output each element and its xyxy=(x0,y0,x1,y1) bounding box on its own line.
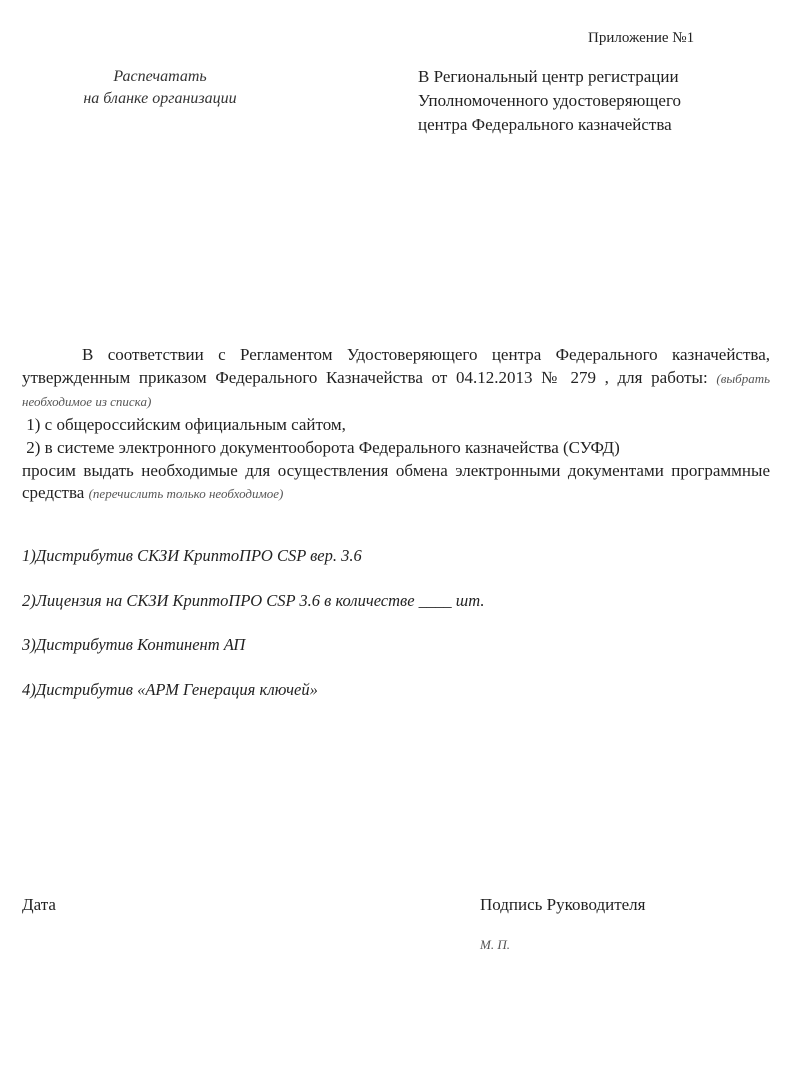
print-instruction-line: на бланке организации xyxy=(83,90,237,107)
print-instruction-line: Распечатать xyxy=(113,68,207,85)
software-item: 2)Лицензия на СКЗИ КриптоПРО CSP 3.6 в количестве ____ шт. xyxy=(22,591,485,610)
option-2 xyxy=(22,437,770,460)
option-1-text: 1) с общероссийским официальным сайтом, xyxy=(26,415,346,435)
intro-hint: (выбрать необходимое из списка) xyxy=(22,370,770,410)
date-label: Дата xyxy=(22,895,56,914)
software-item: 4)Дистрибутив «АРМ Генерация ключей» xyxy=(22,680,318,699)
print-instruction xyxy=(40,66,280,110)
addressee-line: центра Федерального казначейства xyxy=(418,115,672,134)
seal-label: М. П. xyxy=(480,937,510,952)
intro-text: В соответствии с Регламентом Удостоверяющего центра Федерального казначейства, утвержденным приказом Федерального Казначейства от 04.12.2013 № 279 , для работы: xyxy=(22,345,770,387)
addressee-block xyxy=(418,65,681,137)
appendix-label: Приложение №1 xyxy=(588,30,695,46)
letter-body xyxy=(22,344,770,506)
option-2-text: 2) в системе электронного документооборота Федерального казначейства (СУФД) xyxy=(26,437,620,457)
intro-paragraph xyxy=(22,344,770,414)
software-item: 1)Дистрибутив СКЗИ КриптоПРО CSP вер. 3.6 xyxy=(22,546,362,565)
signature-label: Подпись Руководителя xyxy=(480,895,646,914)
option-1 xyxy=(22,414,770,437)
addressee-line: В Региональный центр регистрации xyxy=(418,67,679,86)
software-item: 3)Дистрибутив Континент АП xyxy=(22,635,246,654)
addressee-line: Уполномоченного удостоверяющего xyxy=(418,91,682,110)
request-hint: (перечислить только необходимое) xyxy=(88,486,284,502)
request-text: просим выдать необходимые для осуществления обмена электронными документами программные средства xyxy=(22,460,770,503)
request-paragraph xyxy=(22,460,770,506)
